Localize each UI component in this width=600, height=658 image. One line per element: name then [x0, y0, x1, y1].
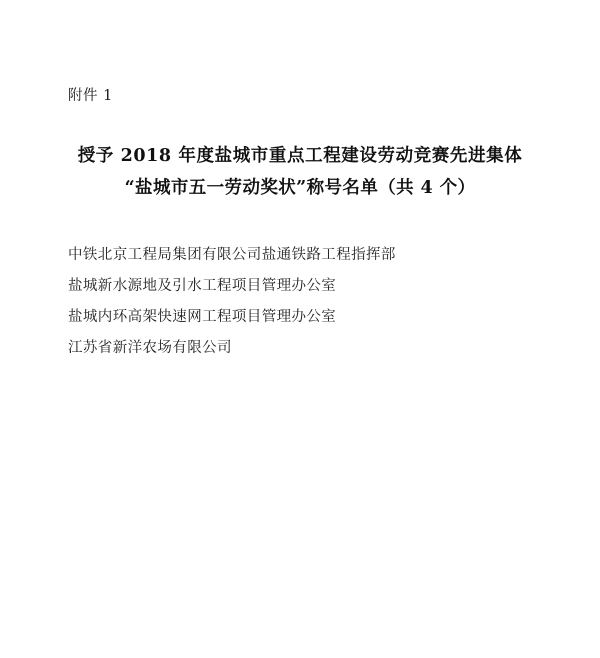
page-title-line-1: 授予 2018 年度盐城市重点工程建设劳动竞赛先进集体	[77, 146, 523, 166]
attachment-label: 附件 1	[68, 88, 113, 104]
list-item: 盐城内环高架快速网工程项目管理办公室	[68, 309, 337, 325]
list-item: 中铁北京工程局集团有限公司盐通铁路工程指挥部	[68, 247, 396, 263]
page-title	[0, 140, 600, 204]
list-item: 江苏省新洋农场有限公司	[68, 340, 232, 356]
page-title-line-2: “盐城市五一劳动奖状”称号名单（共 4 个）	[124, 178, 476, 198]
list-item: 盐城新水源地及引水工程项目管理办公室	[68, 278, 337, 294]
awarded-units-list	[68, 240, 540, 364]
